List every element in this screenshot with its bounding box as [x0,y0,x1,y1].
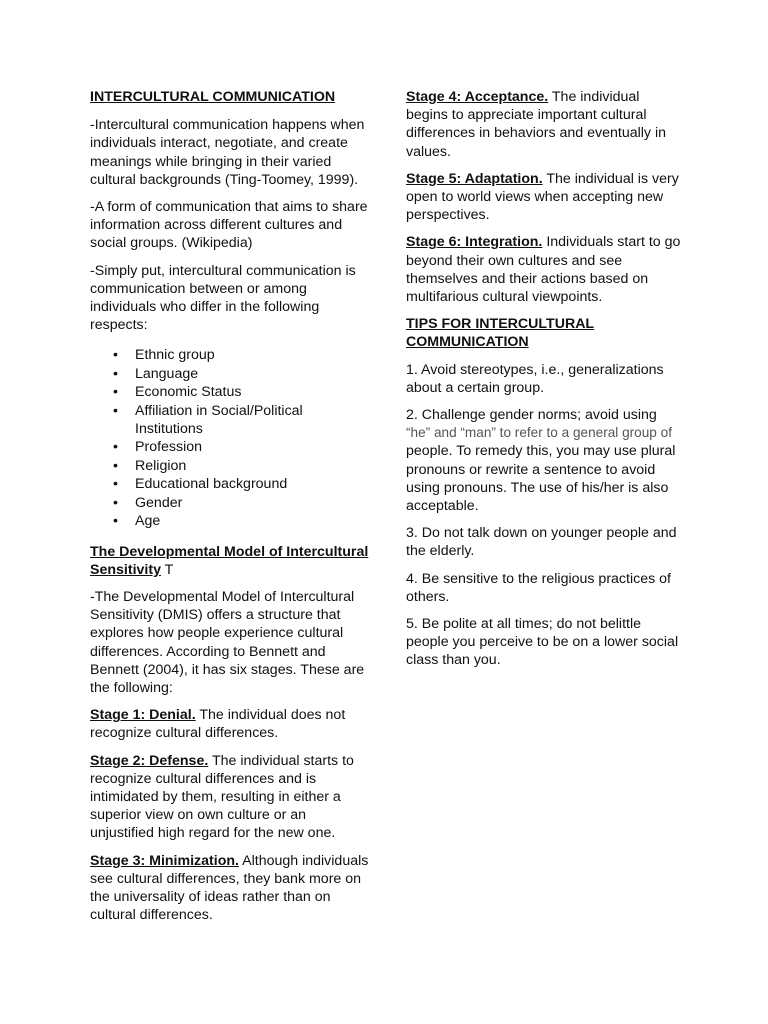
stage-4-paragraph [406,88,681,161]
tip-3: 3. Do not talk down on younger people and the elderly. [406,525,677,560]
dmis-paragraph: -The Developmental Model of Intercultural Sensitivity (DMIS) offers a structure that explores how people experience cultural differences. According to Bennett and Bennett (2004), it has six stages. These are the following: [90,588,365,696]
stage-6-text: Individuals start to go beyond their own cultures and see themselves and their actions based on multifarious cultural viewpoints. [406,234,681,306]
tip-1: 1. Avoid stereotypes, i.e., generalizations about a certain group. [406,361,664,396]
bullet-icon: • [113,384,118,401]
stage-5-text: The individual is very open to world views when accepting new perspectives. [406,170,679,224]
tip-4: 4. Be sensitive to the religious practices of others. [406,570,671,605]
left-column [90,88,370,933]
document-title: INTERCULTURAL COMMUNICATION [90,89,336,105]
bullet-icon: • [113,347,118,364]
stage-5-paragraph [406,170,681,225]
tips-heading-block [406,315,681,351]
list-item: • Affiliation in Social/Political Institutions [113,402,303,438]
stage-5-title: Stage 5: Adaptation. [406,170,543,187]
tip-2 [406,406,681,515]
bullet-icon: • [113,365,118,382]
stage-6-title: Stage 6: Integration. [406,234,543,251]
bullet-icon: • [113,476,118,493]
stage-2-title: Stage 2: Defense. [90,752,209,769]
tip-2-line-2: “he” and “man” to refer to a general group of [406,425,672,441]
right-column [406,88,681,679]
stage-2-paragraph [90,752,370,843]
definition-paragraph-3: -Simply put, intercultural communication is communication between or among individuals who differ in the following respects: [90,262,356,334]
stage-1-text: The individual does not recognize cultural differences. [90,707,346,742]
tip-2-line-1: 2. Challenge gender norms; avoid using [406,407,657,424]
bullet-icon: • [113,513,118,530]
list-item: • Age [113,513,161,530]
list-item: • Profession [113,439,203,456]
dmis-heading: The Developmental Model of Intercultural Sensitivity [90,543,369,578]
intro-heading-block [90,88,370,106]
list-item: • Economic Status [113,384,242,401]
definition-paragraph-1: -Intercultural communication happens when individuals interact, negotiate, and create meanings while bringing in their varied cultural backgrounds (Ting-Toomey, 1999). [90,117,365,188]
tip-5: 5. Be polite at all times; do not belittle people you perceive to be on a lower social class than you. [406,616,679,669]
dmis-heading-suffix: T [160,561,174,578]
respects-list [90,346,370,530]
dmis-heading-block [90,543,370,579]
stage-1-title: Stage 1: Denial. [90,707,196,724]
stage-4-title: Stage 4: Acceptance. [406,89,549,105]
list-item: • Gender [113,494,183,511]
bullet-icon: • [113,457,118,474]
list-item: • Ethnic group [113,347,215,364]
bullet-icon: • [113,439,118,456]
list-item: • Language [113,365,199,382]
bullet-icon: • [113,494,118,511]
list-item: • Educational background [113,476,288,493]
definition-paragraph-2: -A form of communication that aims to share information across different cultures and social groups. (Wikipedia) [90,199,368,252]
bullet-icon: • [113,402,118,419]
stage-3-paragraph [90,852,370,925]
stage-3-title: Stage 3: Minimization. [90,852,239,869]
stage-2-text: The individual starts to recognize cultural differences and is intimidated by them, resulting in either a superior view on own culture or an unjustified high regard for the new one. [90,752,354,842]
stage-1-paragraph [90,706,370,742]
stage-6-paragraph [406,233,681,306]
stage-4-text: The individual begins to appreciate important cultural differences in behaviors and eventually in values. [406,89,667,160]
tip-2-rest: people. To remedy this, you may use plural pronouns or rewrite a sentence to avoid using pronouns. The use of his/her is also acceptable. [406,443,676,515]
stage-3-text: Although individuals see cultural differences, they bank more on the universality of ideas rather than on cultural differences. [90,852,369,924]
tips-heading: TIPS FOR INTERCULTURAL COMMUNICATION [406,316,595,351]
list-item: • Religion [113,457,187,474]
